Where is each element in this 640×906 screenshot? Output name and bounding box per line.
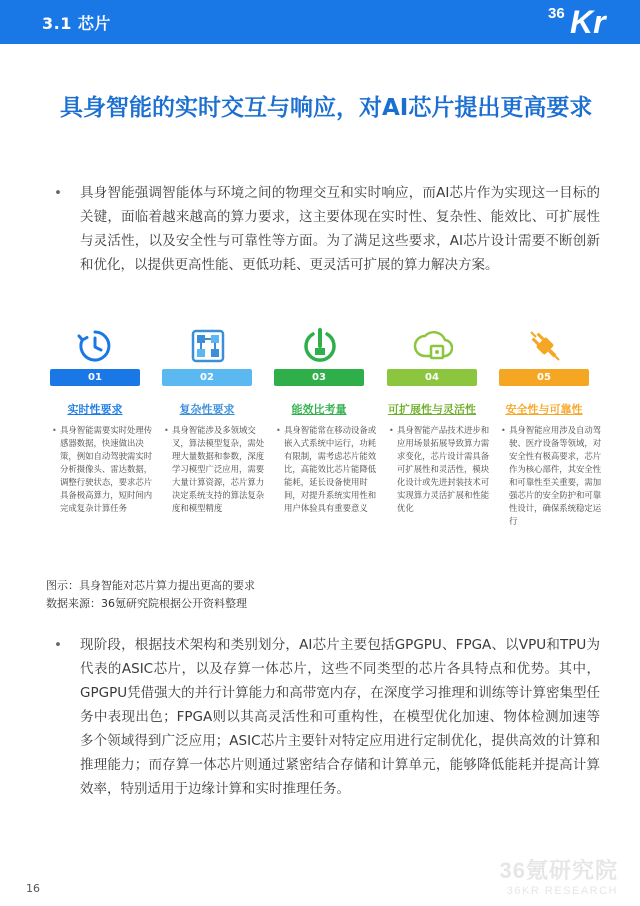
page-title: 具身智能的实时交互与响应，对AI芯片提出更高要求 <box>60 95 593 121</box>
bullet-icon: • <box>54 185 62 201</box>
requirement-desc-efficiency: • 具身智能常在移动设备或嵌入式系统中运行，功耗有限制，需考虑芯片能效比，高能效比芯片能降低能耗，延长设备使用时间，对提升系统实用性和用户体验具有重要意义 <box>276 424 379 515</box>
requirement-desc-safety: • 具身智能应用涉及自动驾驶、医疗设备等领域，对安全性有极高要求，芯片作为核心部件，其安全性和可靠性至关重要，需加强芯片的安全防护和可靠性设计，确保系统稳定运行 <box>501 424 604 528</box>
network-icon <box>188 326 228 366</box>
requirement-title-scalability: 可扩展性与灵活性 <box>388 403 476 416</box>
requirement-desc-realtime: • 具身智能需要实时处理传感器数据，快速做出决策，例如自动驾驶需实时分析摄像头、雷达数据，调整行驶状态，要求芯片具备极高算力，短时间内完成复杂计算任务 <box>52 424 155 515</box>
section-title: 3.1 芯片 <box>42 14 111 33</box>
requirement-number-05: 05 <box>499 369 589 386</box>
requirement-title-safety: 安全性与可靠性 <box>505 403 583 416</box>
36kr-logo <box>544 4 616 40</box>
requirement-number-04: 04 <box>387 369 477 386</box>
requirement-number-03: 03 <box>274 369 364 386</box>
plug-icon <box>525 326 565 366</box>
requirement-title-efficiency: 能效比考量 <box>291 403 347 416</box>
requirement-title-complexity: 复杂性要求 <box>179 403 235 416</box>
bullet-icon: • <box>54 637 62 653</box>
figure-caption: 图示：具身智能对芯片算力提出更高的要求 <box>46 579 255 592</box>
page-number: 16 <box>26 882 40 895</box>
intro-paragraph-text: 具身智能强调智能体与环境之间的物理交互和实时响应，而AI芯片作为实现这一目标的关键，面临着越来越高的算力要求，这主要体现在实时性、复杂性、能效比、可扩展性与灵活性，以及安全性与可靠性等方面。为了满足这些要求，AI芯片设计需要不断创新和优化，以提供更高性能、更低功耗、更灵活可扩展的算力解决方案。 <box>80 185 600 273</box>
data-source: 数据来源：36氪研究院根据公开资料整理 <box>46 597 247 610</box>
power-icon <box>300 326 340 366</box>
chip-types-paragraph <box>54 633 600 801</box>
clock-icon <box>75 326 115 366</box>
chip-lock-icon <box>413 326 453 366</box>
requirement-number-02: 02 <box>162 369 252 386</box>
logo-number: 36 <box>548 5 565 22</box>
chip-types-paragraph-text: 现阶段，根据技术架构和类别划分，AI芯片主要包括GPGPU、FPGA、以VPU和TPU为代表的ASIC芯片，以及存算一体芯片，这些不同类型的芯片各具特点和优势。其中，GPGPU凭借强大的并行计算能力和高带宽内存，在深度学习推理和训练等计算密集型任务中表现出色；FPGA则以其高灵活性和可重构性，在模型优化加速、物体检测加速等多个领域得到广泛应用；ASIC芯片主要针对特定应用进行定制优化，提供高效的计算和推理能力；而存算一体芯片则通过紧密结合存储和计算单元，能够降低能耗并提高计算效率，特别适用于边缘计算和实时推理任务。 <box>80 637 600 797</box>
requirement-desc-scalability: • 具身智能产品技术进步和应用场景拓展导致算力需求变化，芯片设计需具备可扩展性和灵活性，模块化设计或先进封装技术可实现算力灵活扩展和性能优化 <box>389 424 492 515</box>
requirement-number-01: 01 <box>50 369 140 386</box>
intro-paragraph <box>54 181 600 277</box>
watermark <box>500 854 618 897</box>
logo-letters: Kr <box>570 4 606 40</box>
watermark-cn: 36氪研究院 <box>499 858 618 883</box>
watermark-en: 36KR RESEARCH <box>506 885 618 897</box>
requirement-title-realtime: 实时性要求 <box>67 403 123 416</box>
header-bar <box>0 0 640 44</box>
requirement-desc-complexity: • 具身智能涉及多领域交叉，算法模型复杂，需处理大量数据和参数，深度学习模型广泛应用，需要大量计算资源，芯片算力决定系统支持的算法复杂度和模型精度 <box>164 424 267 515</box>
